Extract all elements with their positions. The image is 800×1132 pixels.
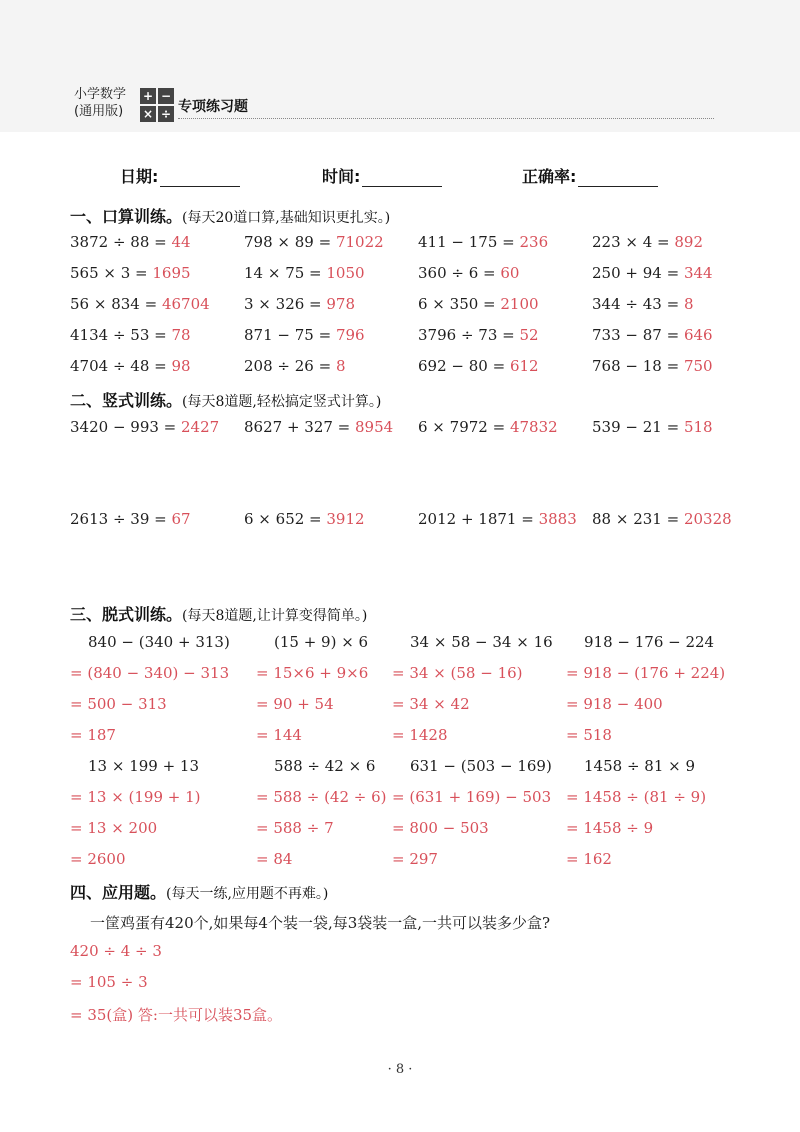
equation-question: 88 × 231 = [592,510,684,528]
section-1-note: (每天20道口算,基础知识更扎实。) [182,210,391,226]
book-series-edition: (通用版) [74,104,124,119]
calc-step: = 90 + 54 [256,695,334,713]
equation-question: 2012 + 1871 = [418,510,539,528]
equation [70,510,191,528]
equation [418,510,577,528]
calc-step: = 13 × 200 [70,819,158,837]
equation-question: 208 ÷ 26 = [244,357,336,375]
equation [592,264,713,282]
equation-question: 692 − 80 = [418,357,510,375]
calc-step: = 84 [256,850,293,868]
equation-answer: 8954 [355,418,394,436]
equation-question: 768 − 18 = [592,357,684,375]
calc-step: = 15×6 + 9×6 [256,664,369,682]
expression: (15 + 9) × 6 [274,633,369,651]
equation [70,264,191,282]
equation-answer: 1695 [152,264,191,282]
equation [592,357,713,375]
section-3-note: (每天8道题,让计算变得简单。) [182,608,368,624]
times-icon: × [140,106,156,122]
section-1-title: 一、口算训练。 [70,207,183,226]
equation-question: 539 − 21 = [592,418,684,436]
expression: 588 ÷ 42 × 6 [274,757,376,775]
equation-question: 6 × 350 = [418,295,501,313]
equation [244,418,393,436]
equation-answer: 2427 [181,418,220,436]
calc-step: = 13 × (199 + 1) [70,788,201,806]
accuracy-field[interactable] [522,164,658,187]
equation [244,357,345,375]
section-4-heading [70,880,328,903]
equation-answer: 344 [683,264,713,282]
equation-question: 3 × 326 = [244,295,327,313]
header-divider [178,118,714,119]
equation [70,295,210,313]
equation [70,233,191,251]
calc-step: = 918 − (176 + 224) [566,664,726,682]
page-title: 专项练习题 [178,99,248,115]
equation-question: 14 × 75 = [244,264,327,282]
calc-step: = 518 [566,726,612,744]
equation-question: 3796 ÷ 73 = [418,326,520,344]
equation-answer: 646 [683,326,713,344]
equation [418,295,539,313]
page-number: · 8 · [387,1062,413,1077]
word-problem: 一筐鸡蛋有420个,如果每4个装一袋,每3袋装一盒,一共可以装多少盒? [90,914,551,932]
equation-question: 871 − 75 = [244,326,336,344]
equation-answer: 3912 [326,510,365,528]
expression: 1458 ÷ 81 × 9 [584,757,696,775]
equation [592,233,703,251]
equation [244,326,365,344]
section-1-heading [70,204,390,227]
equation-question: 4134 ÷ 53 = [70,326,172,344]
equation [70,418,219,436]
expression: 631 − (503 − 169) [410,757,552,775]
equation-question: 2613 ÷ 39 = [70,510,172,528]
equation-question: 4704 ÷ 48 = [70,357,172,375]
calc-step: = 162 [566,850,612,868]
equation [418,264,519,282]
date-field[interactable] [120,164,240,187]
equation-answer: 3883 [538,510,577,528]
equation-question: 250 + 94 = [592,264,684,282]
equation [592,326,713,344]
equation [592,418,713,436]
calc-step: = (840 − 340) − 313 [70,664,230,682]
calc-step: = 800 − 503 [392,819,489,837]
equation [592,510,732,528]
section-4-title: 四、应用题。 [70,883,167,902]
equation-question: 798 × 89 = [244,233,336,251]
section-3-title: 三、脱式训练。 [70,605,183,624]
equation-answer: 892 [674,233,704,251]
section-4-note: (每天一练,应用题不再难。) [166,886,329,902]
equation-question: 733 − 87 = [592,326,684,344]
equation-question: 223 × 4 = [592,233,675,251]
equation [592,295,693,313]
equation-answer: 60 [500,264,520,282]
equation [418,357,539,375]
operator-logo [140,88,174,122]
word-problem-step: = 105 ÷ 3 [70,973,148,991]
calc-step: = 1458 ÷ 9 [566,819,654,837]
accuracy-blank[interactable] [578,170,658,187]
expression: 840 − (340 + 313) [88,633,230,651]
expression: 918 − 176 − 224 [584,633,715,651]
word-problem-answer: = 35(盒) 答:一共可以装35盒。 [70,1006,283,1024]
plus-icon: + [140,88,156,104]
time-blank[interactable] [362,170,442,187]
calc-step: = 2600 [70,850,126,868]
equation-question: 565 × 3 = [70,264,153,282]
section-3-heading [70,602,367,625]
calc-step: = 588 ÷ (42 ÷ 6) [256,788,387,806]
equation-answer: 612 [509,357,539,375]
equation [418,233,548,251]
equation [70,326,191,344]
accuracy-label: 正确率: [522,167,577,186]
time-field[interactable] [322,164,442,187]
equation-answer: 750 [683,357,713,375]
time-label: 时间: [322,167,361,186]
equation [70,357,191,375]
equation-answer: 52 [519,326,539,344]
equation-answer: 236 [519,233,549,251]
calc-step: = 187 [70,726,116,744]
equation [244,264,365,282]
equation-question: 3420 − 993 = [70,418,182,436]
calc-step: = 588 ÷ 7 [256,819,334,837]
equation-question: 344 ÷ 43 = [592,295,684,313]
equation-question: 56 × 834 = [70,295,162,313]
equation-answer: 978 [326,295,356,313]
word-problem-step: 420 ÷ 4 ÷ 3 [70,942,162,960]
minus-icon: − [158,88,174,104]
equation-answer: 20328 [683,510,732,528]
calc-step: = 34 × 42 [392,695,470,713]
divide-icon: ÷ [158,106,174,122]
equation [418,326,539,344]
calc-step: = (631 + 169) − 503 [392,788,552,806]
equation [244,295,355,313]
calc-step: = 1458 ÷ (81 ÷ 9) [566,788,707,806]
equation-answer: 67 [171,510,191,528]
equation [244,510,365,528]
equation-answer: 796 [335,326,365,344]
equation-answer: 71022 [335,233,384,251]
equation-answer: 8 [683,295,694,313]
equation-answer: 1050 [326,264,365,282]
expression: 34 × 58 − 34 × 16 [410,633,553,651]
equation-answer: 46704 [161,295,210,313]
date-label: 日期: [120,167,159,186]
equation-question: 360 ÷ 6 = [418,264,501,282]
book-series-title: 小学数学 [74,87,127,102]
equation-question: 6 × 7972 = [418,418,510,436]
equation-answer: 44 [171,233,191,251]
equation-answer: 78 [171,326,191,344]
equation-question: 411 − 175 = [418,233,520,251]
equation [244,233,384,251]
section-2-heading [70,388,381,411]
calc-step: = 297 [392,850,438,868]
calc-step: = 1428 [392,726,448,744]
book-series [74,86,126,120]
equation-answer: 518 [683,418,713,436]
calc-step: = 918 − 400 [566,695,663,713]
expression: 13 × 199 + 13 [88,757,200,775]
equation-answer: 2100 [500,295,539,313]
section-2-note: (每天8道题,轻松搞定竖式计算。) [182,394,382,410]
calc-step: = 34 × (58 − 16) [392,664,523,682]
equation-question: 3872 ÷ 88 = [70,233,172,251]
equation-answer: 47832 [509,418,558,436]
calc-step: = 144 [256,726,302,744]
date-blank[interactable] [160,170,240,187]
equation-answer: 98 [171,357,191,375]
equation-answer: 8 [335,357,346,375]
equation-question: 6 × 652 = [244,510,327,528]
calc-step: = 500 − 313 [70,695,167,713]
equation-question: 8627 + 327 = [244,418,356,436]
section-2-title: 二、竖式训练。 [70,391,183,410]
equation [418,418,558,436]
